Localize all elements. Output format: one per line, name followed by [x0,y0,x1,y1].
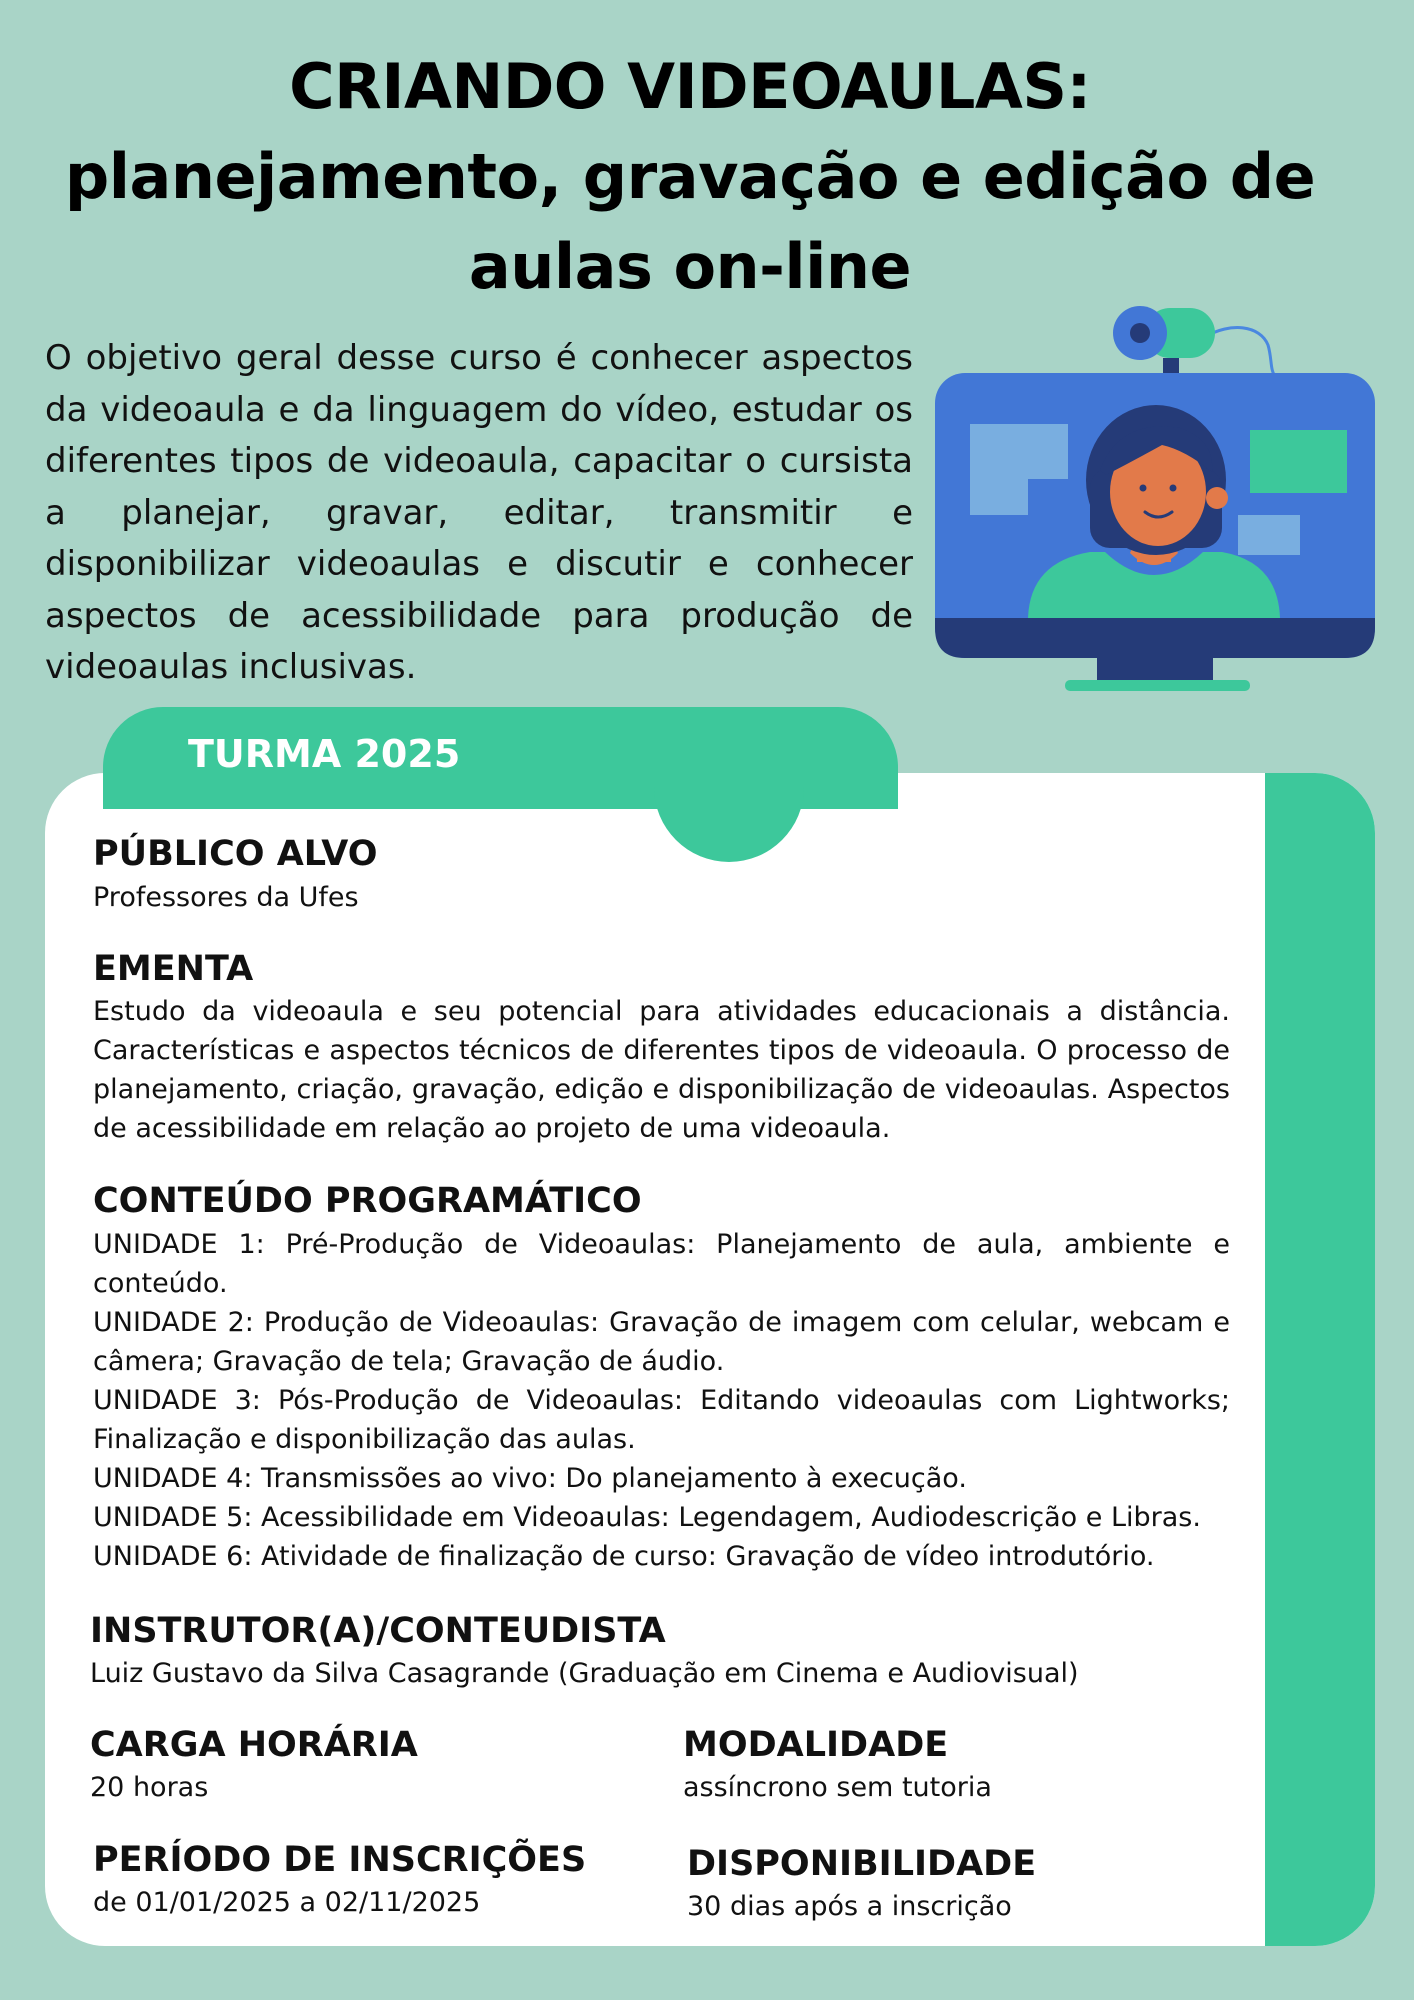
webcam-icon [1113,306,1215,374]
workload-text: 20 horas [90,1772,209,1803]
unit-2: UNIDADE 2: Produção de Videoaulas: Gravação de imagem com celular, webcam e câmera; Gravação de tela; Gravação de áudio. [93,1307,1230,1377]
unit-4: UNIDADE 4: Transmissões ao vivo: Do planejamento à execução. [93,1463,967,1494]
program-content-list [93,1225,1230,1576]
syllabus-heading: EMENTA [93,949,254,989]
availability-heading: DISPONIBILIDADE [687,1844,1037,1884]
title-line-2: planejamento, gravação e edição de [64,140,1316,213]
instructor-text: Luiz Gustavo da Silva Casagrande (Graduação em Cinema e Audiovisual) [90,1658,1079,1689]
instructor-heading: INSTRUTOR(A)/CONTEUDISTA [90,1611,666,1651]
unit-3: UNIDADE 3: Pós-Produção de Videoaulas: Editando videoaulas com Lightworks; Finalização e disponibilização das aulas. [93,1385,1230,1455]
modality-text: assíncrono sem tutoria [683,1772,992,1803]
course-objective: O objetivo geral desse curso é conhecer aspectos da videoaula e da linguagem do vídeo, estudar os diferentes tipos de videoaula, capacitar o cursista a planejar, gravar, editar, transmitir e disponibilizar videoaulas e discutir e conhecer aspectos de acessibilidade para produção de videoaulas inclusivas. [45,338,913,687]
target-audience-heading: PÚBLICO ALVO [93,834,378,874]
syllabus-text: Estudo da videoaula e seu potencial para atividades educacionais a distância. Características e aspectos técnicos de diferentes tipos de videoaula. O processo de planejamento, criação, gravação, edição e disponibilização de videoaulas. Aspectos de acessibilidade em relação ao projeto de uma videoaula. [93,996,1230,1144]
webcam-cable [1205,328,1275,376]
title-line-3: aulas on-line [468,230,912,303]
title-line-1: CRIANDO VIDEOAULAS: [289,50,1091,123]
enrollment-period-text: de 01/01/2025 a 02/11/2025 [93,1887,481,1918]
screen-window-left [970,424,1068,479]
unit-6: UNIDADE 6: Atividade de finalização de curso: Gravação de vídeo introdutório. [93,1541,1155,1572]
screen-window-left-small [970,475,1028,515]
card-accent-stripe [1265,773,1375,1946]
enrollment-period-heading: PERÍODO DE INSCRIÇÕES [93,1840,587,1880]
program-content-heading: CONTEÚDO PROGRAMÁTICO [93,1181,642,1221]
unit-1: UNIDADE 1: Pré-Produção de Videoaulas: Planejamento de aula, ambiente e conteúdo. [93,1229,1230,1299]
class-tab-label: TURMA 2025 [188,732,461,776]
screen-window-right [1250,430,1347,493]
target-audience-text: Professores da Ufes [93,882,359,913]
page-title [40,42,1340,312]
availability-text: 30 dias após a inscrição [687,1891,1012,1922]
workload-heading: CARGA HORÁRIA [90,1725,418,1765]
modality-heading: MODALIDADE [683,1725,949,1765]
monitor-illustration [930,300,1380,700]
unit-5: UNIDADE 5: Acessibilidade em Videoaulas: Legendagem, Audiodescrição e Libras. [93,1502,1201,1533]
screen-window-right-small [1238,515,1300,555]
